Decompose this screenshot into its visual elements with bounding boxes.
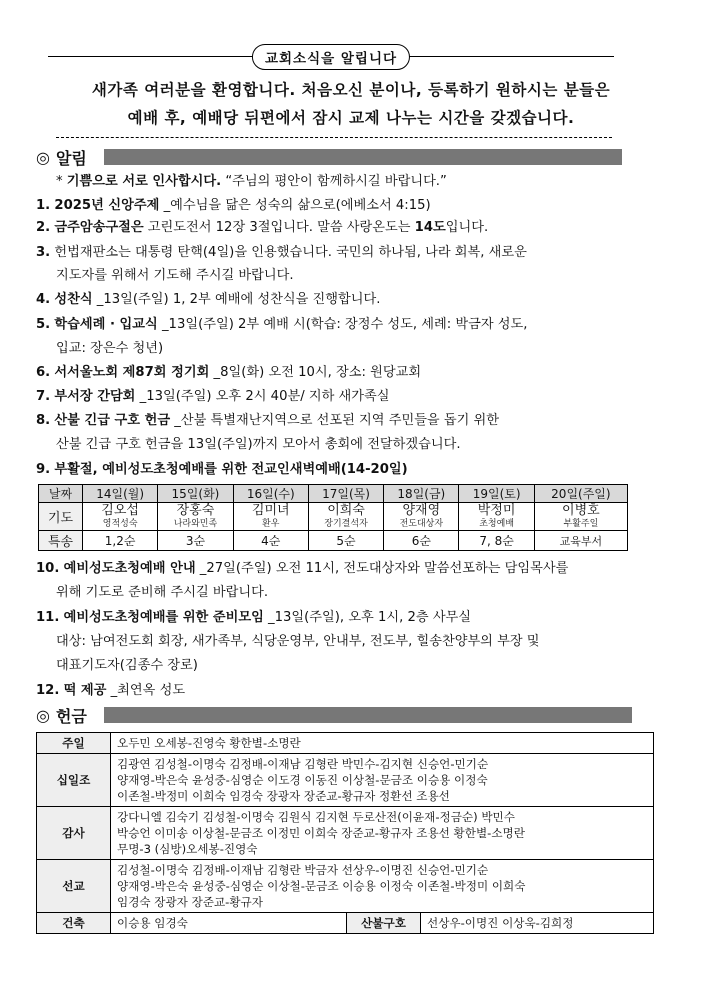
song-cell: 3순 bbox=[158, 531, 233, 551]
table-row-dates bbox=[39, 485, 628, 503]
title-row bbox=[48, 44, 614, 70]
dashed-divider bbox=[56, 137, 612, 138]
song-cell: 7, 8순 bbox=[459, 531, 534, 551]
prayer-cell: 김오섭 영적성숙 bbox=[83, 503, 158, 531]
notice-item-5: 5. 학습세례 · 입교식 _13일(주일) 2부 예배 시(학습: 장정수 성도, 세례: 박금자 성도, bbox=[36, 317, 528, 332]
date-cell: 16일(수) bbox=[233, 485, 308, 503]
notice-item-11: 11. 예비성도초청예배를 위한 준비모임 _13일(주일), 오후 1시, 2층 사무실 bbox=[36, 610, 472, 625]
prayer-cell: 장홍숙 나라와민족 bbox=[158, 503, 233, 531]
prayer-cell: 이희숙 장기결석자 bbox=[308, 503, 383, 531]
offering-row-tithe bbox=[37, 754, 654, 807]
song-cell: 1,2순 bbox=[83, 531, 158, 551]
offering-table bbox=[36, 732, 654, 934]
offering-label: 산불구호 bbox=[347, 913, 421, 934]
song-cell: 4순 bbox=[233, 531, 308, 551]
date-cell: 18일(금) bbox=[384, 485, 459, 503]
row-label: 기도 bbox=[39, 503, 83, 531]
offering-title: 헌금 bbox=[55, 706, 87, 726]
prayer-cell: 이병호 부활주일 bbox=[534, 503, 627, 531]
table-row-prayer bbox=[39, 503, 628, 531]
offering-names: 이승용 임경숙 bbox=[111, 913, 347, 934]
offering-row-building bbox=[37, 913, 654, 934]
circle-bullet-icon: ◎ bbox=[36, 705, 50, 725]
offering-row-thanks bbox=[37, 807, 654, 860]
offering-label: 선교 bbox=[37, 860, 111, 913]
offering-row-mission bbox=[37, 860, 654, 913]
song-cell: 6순 bbox=[384, 531, 459, 551]
welcome-line-2: 예배 후, 예배당 뒤편에서 잠시 교제 나누는 시간을 갖겠습니다. bbox=[127, 109, 575, 127]
notice-item-11-cont: 대상: 남여전도회 회장, 새가족부, 식당운영부, 안내부, 전도부, 힐송찬양부의 부장 및 bbox=[56, 634, 540, 649]
date-cell: 20일(주일) bbox=[534, 485, 627, 503]
row-label: 특송 bbox=[39, 531, 83, 551]
notices-title: 알림 bbox=[55, 148, 87, 168]
offering-names: 김광연 김성철-이명숙 김정배-이재남 김형란 박민수-김지현 신승언-민기순 양재영-박은숙 윤성중-심영순 이도경 이동진 이상철-문금조 이승용 이정숙 이존철-박정미 이희숙 임경숙 장광자 장준교-황규자 정환선 조용선 bbox=[111, 754, 654, 807]
offering-names: 김성철-이명숙 김정배-이재남 김형란 박금자 선상우-이명진 신승언-민기순 양재영-박은숙 윤성중-심영순 이상철-문금조 이승용 이정숙 이존철-박정미 이희숙 임경숙 장광자 장준교-황규자 bbox=[111, 860, 654, 913]
dawn-prayer-table bbox=[38, 484, 628, 551]
notice-item-2: 2. 금주암송구절은 고린도전서 12장 3절입니다. 말씀 사랑온도는 14도입니다. bbox=[36, 220, 489, 235]
date-cell: 14일(월) bbox=[83, 485, 158, 503]
offering-names: 선상우-이명진 이상욱-김희정 bbox=[421, 913, 654, 934]
notice-item-1: 1. 2025년 신앙주제 _예수님을 닮은 성숙의 삶으로(에베소서 4:15) bbox=[36, 198, 431, 213]
page-title: 교회소식을 알립니다 bbox=[252, 44, 410, 70]
notice-item-3: 3. 헌법재판소는 대통령 탄핵(4일)을 인용했습니다. 국민의 하나됨, 나라 회복, 새로운 bbox=[36, 245, 527, 260]
notice-item-10: 10. 예비성도초청예배 안내 _27일(주일) 오전 11시, 전도대상자와 말씀선포하는 담임목사를 bbox=[36, 561, 569, 576]
offering-label: 주일 bbox=[37, 733, 111, 754]
offering-heading bbox=[36, 704, 87, 726]
notice-item-9: 9. 부활절, 예비성도초청예배를 위한 전교인새벽예배(14-20일) bbox=[36, 462, 408, 477]
notice-item-11-cont2: 대표기도자(김종수 장로) bbox=[56, 658, 198, 673]
notices-heading bbox=[36, 146, 87, 168]
notice-item-5-cont: 입교: 장은수 청년) bbox=[56, 341, 164, 356]
greeting-line bbox=[56, 172, 447, 192]
circle-bullet-icon: ◎ bbox=[36, 147, 50, 167]
greeting-prefix: * bbox=[56, 174, 67, 189]
notice-item-10-cont: 위해 기도로 준비해 주시길 바랍니다. bbox=[56, 585, 269, 600]
prayer-cell: 양재영 전도대상자 bbox=[384, 503, 459, 531]
offering-label: 감사 bbox=[37, 807, 111, 860]
offering-header-bar bbox=[104, 707, 632, 723]
prayer-cell: 박정미 초청예배 bbox=[459, 503, 534, 531]
offering-names: 오두민 오세봉-진영숙 황한별-소명란 bbox=[111, 733, 654, 754]
table-row-song bbox=[39, 531, 628, 551]
offering-label: 건축 bbox=[37, 913, 111, 934]
notice-item-8: 8. 산불 긴급 구호 헌금 _산불 특별재난지역으로 선포된 지역 주민들을 돕기 위한 bbox=[36, 413, 500, 428]
notice-item-8-cont: 산불 긴급 구호 헌금을 13일(주일)까지 모아서 총회에 전달하겠습니다. bbox=[56, 437, 461, 452]
offering-names: 강다니엘 김숙기 김성철-이명숙 김원식 김지현 두로산전(이윤재-정금순) 박민수 박승언 이미송 이상철-문금조 이정민 이희숙 장준교-황규자 조용선 황한별-소명란 무명-3 (심방)오세봉-진영숙 bbox=[111, 807, 654, 860]
greeting-text: “주님의 평안이 함께하시길 바랍니다.” bbox=[221, 174, 447, 189]
notice-item-4: 4. 성찬식 _13일(주일) 1, 2부 예배에 성찬식을 진행합니다. bbox=[36, 292, 381, 307]
welcome-line-1: 새가족 여러분을 환영합니다. 처음오신 분이나, 등록하기 원하시는 분들은 bbox=[91, 81, 611, 99]
song-cell: 5순 bbox=[308, 531, 383, 551]
notices-header-bar bbox=[104, 149, 622, 165]
offering-row-sunday bbox=[37, 733, 654, 754]
date-cell: 19일(토) bbox=[459, 485, 534, 503]
notice-item-12: 12. 떡 제공 _최연옥 성도 bbox=[36, 683, 186, 698]
greeting-bold: 기쁨으로 서로 인사합시다. bbox=[66, 174, 222, 189]
prayer-cell: 김미녀 환우 bbox=[233, 503, 308, 531]
date-cell: 15일(화) bbox=[158, 485, 233, 503]
notice-item-3-cont: 지도자를 위해서 기도해 주시길 바랍니다. bbox=[56, 268, 294, 283]
notice-item-7: 7. 부서장 간담회 _13일(주일) 오후 2시 40분/ 지하 새가족실 bbox=[36, 389, 390, 404]
row-label: 날짜 bbox=[39, 485, 83, 503]
date-cell: 17일(목) bbox=[308, 485, 383, 503]
notice-item-6: 6. 서서울노회 제87회 정기회 _8일(화) 오전 10시, 장소: 원당교회 bbox=[36, 365, 422, 380]
song-cell: 교육부서 bbox=[534, 531, 627, 551]
offering-label: 십일조 bbox=[37, 754, 111, 807]
